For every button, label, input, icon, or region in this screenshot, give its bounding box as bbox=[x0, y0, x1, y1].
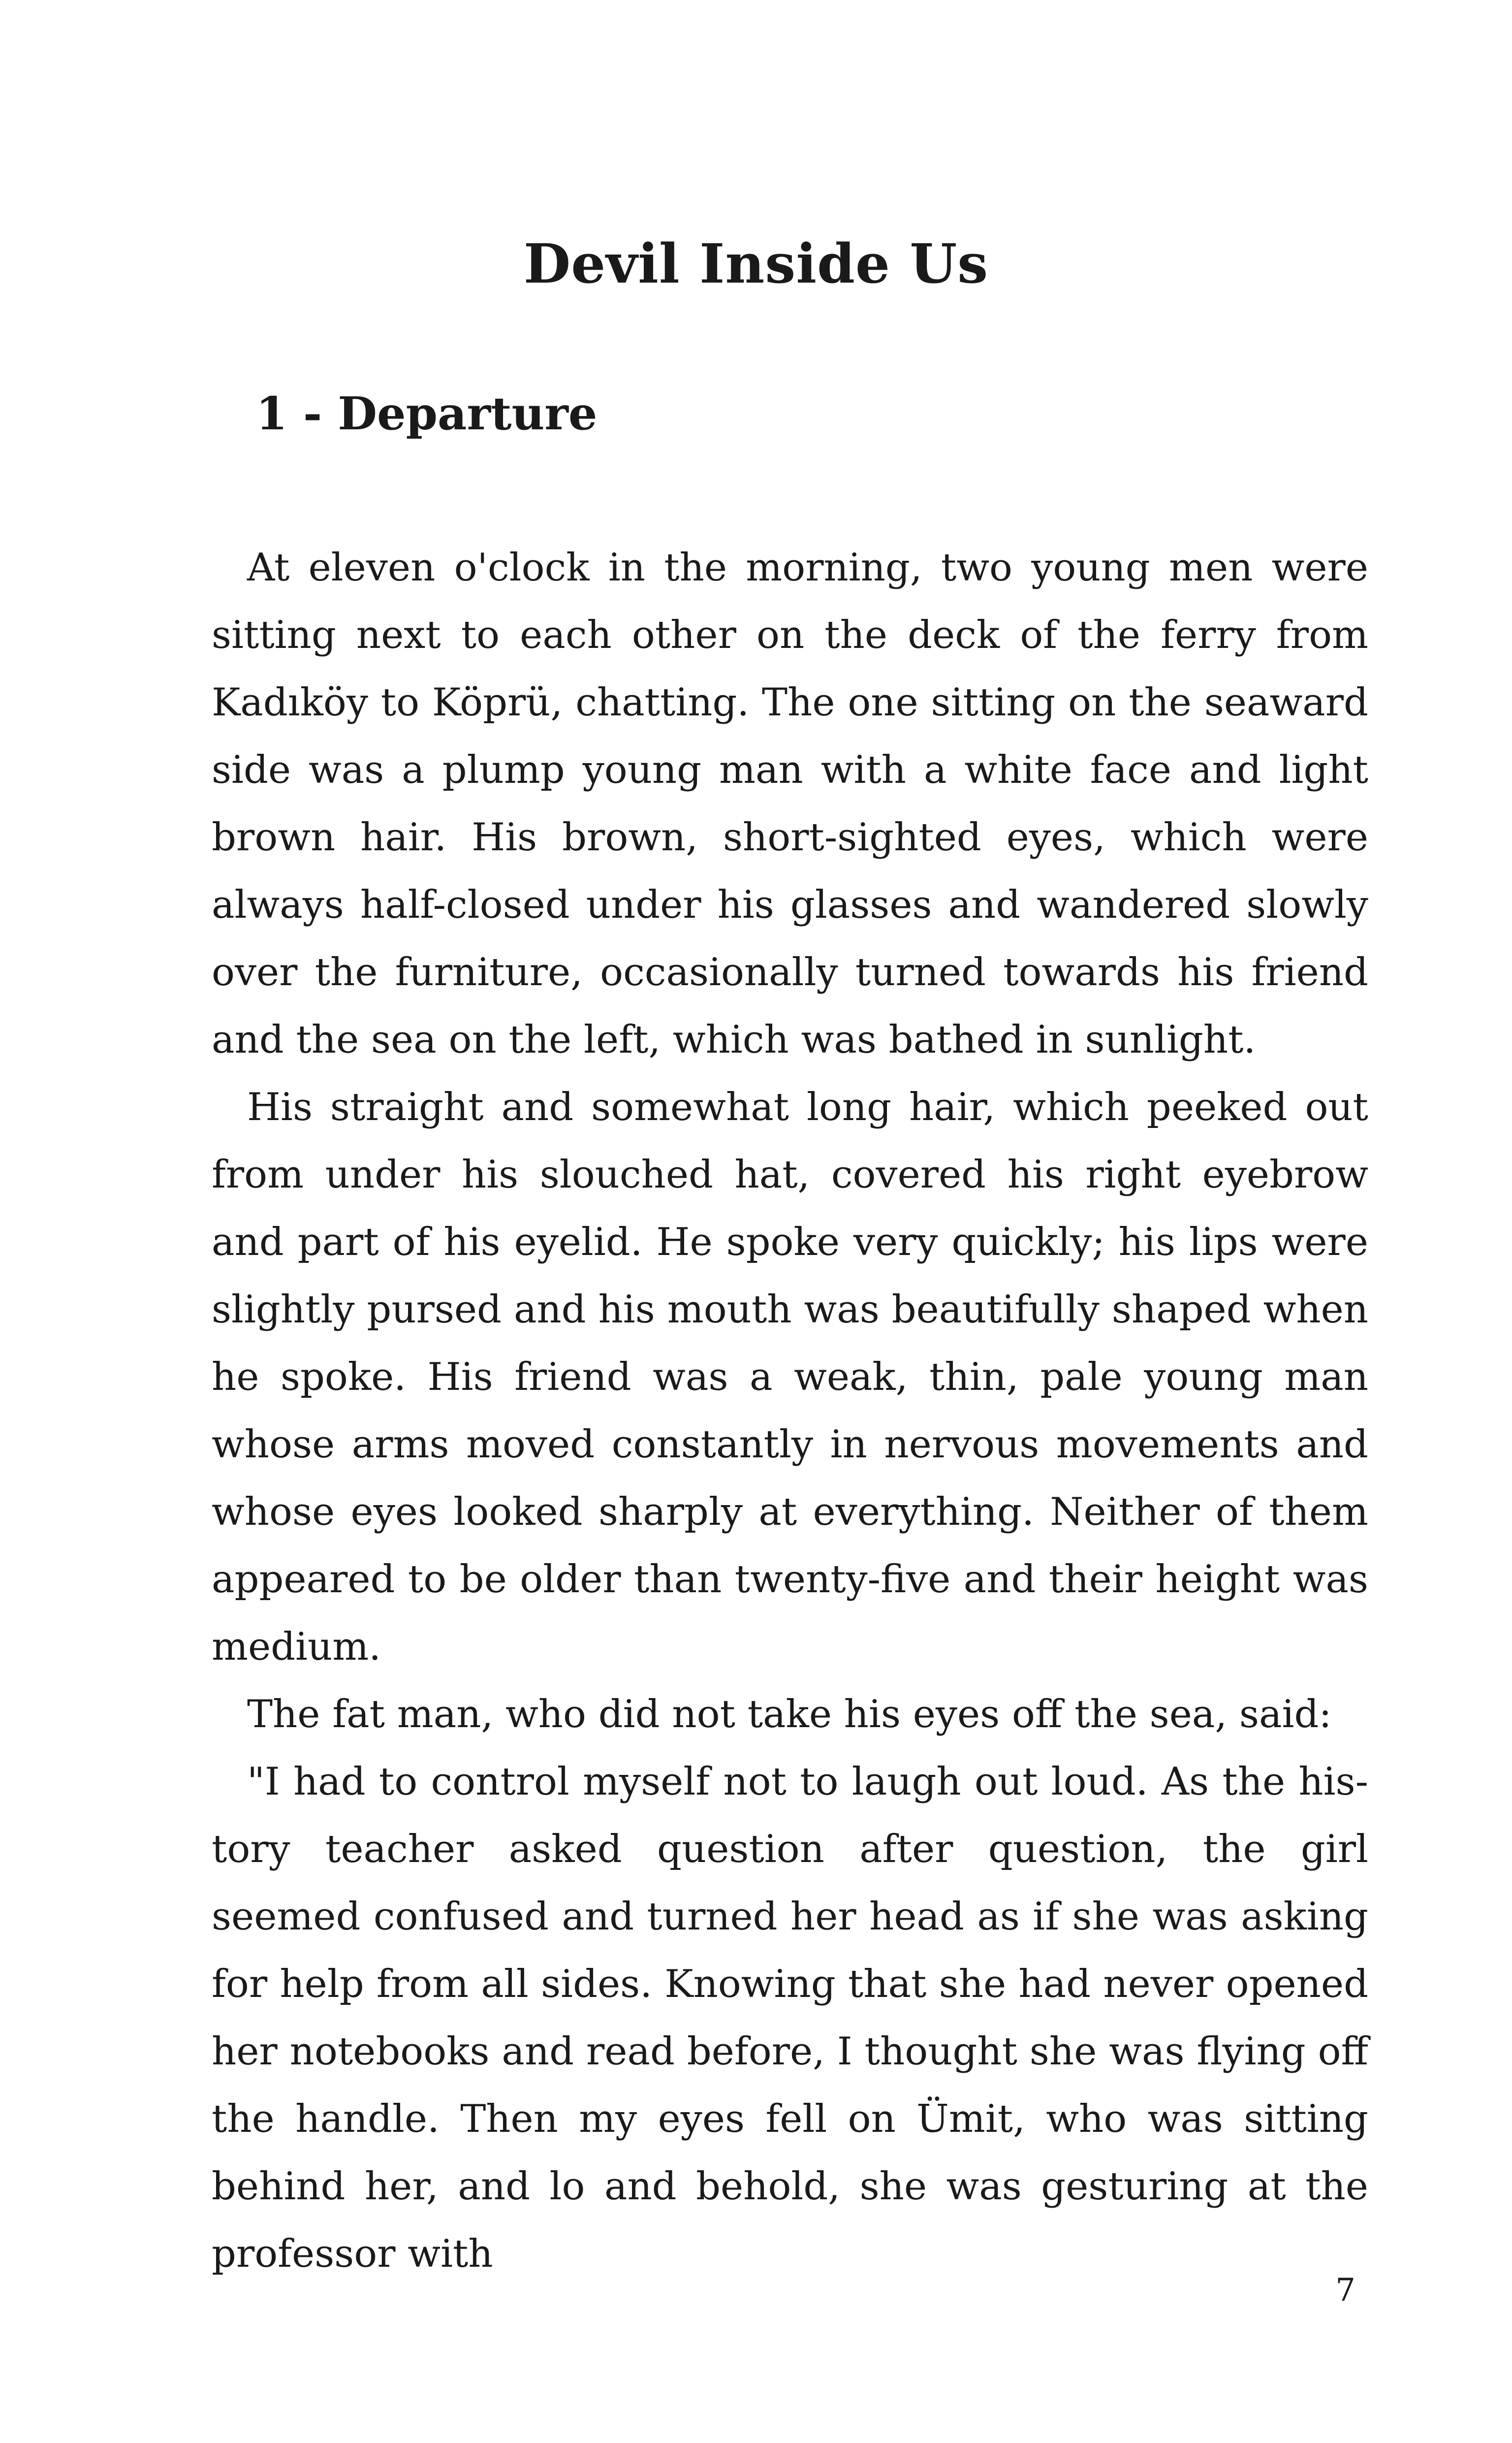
paragraph-1: At eleven o'clock in the morning, two young men were sitting next to each other on the deck of the ferry from Kadıköy to Köprü, chatting. The one sitting on the seaward side was a plump young man with a white face and light brown hair. His brown, short-sighted eyes, which were always half-closed under his glasses and wandered slowly over the furniture, occasionally turned towards his friend and the sea on the left, which was bathed in sunlight. bbox=[212, 546, 1368, 1062]
chapter-title: 1 - Departure bbox=[256, 387, 598, 440]
book-title: Devil Inside Us bbox=[523, 232, 989, 295]
body-text bbox=[212, 534, 1368, 2288]
paragraph-4: "I had to control myself not to laugh out loud. As the history teacher asked question after question, the girl seemed confused and turned her head as if she was asking for help from all sides. Knowing that she had never opened her notebooks and read before, I thought she was flying off the handle. Then my eyes fell on Ümit, who was sitting behind her, and lo and behold, she was gesturing at the professor with bbox=[212, 1760, 1368, 2276]
paragraph-2: His straight and somewhat long hair, which peeked out from under his slouched hat, covered his right eyebrow and part of his eyelid. He spoke very quickly; his lips were slightly pursed and his mouth was beautifully shaped when he spoke. His friend was a weak, thin, pale young man whose arms moved constantly in nervous movements and whose eyes looked sharply at everything. Neither of them appeared to be older than twenty-five and their height was medium. bbox=[212, 1085, 1368, 1669]
paragraph-3: The fat man, who did not take his eyes off the sea, said: bbox=[247, 1692, 1332, 1736]
page-number: 7 bbox=[1335, 2272, 1355, 2309]
